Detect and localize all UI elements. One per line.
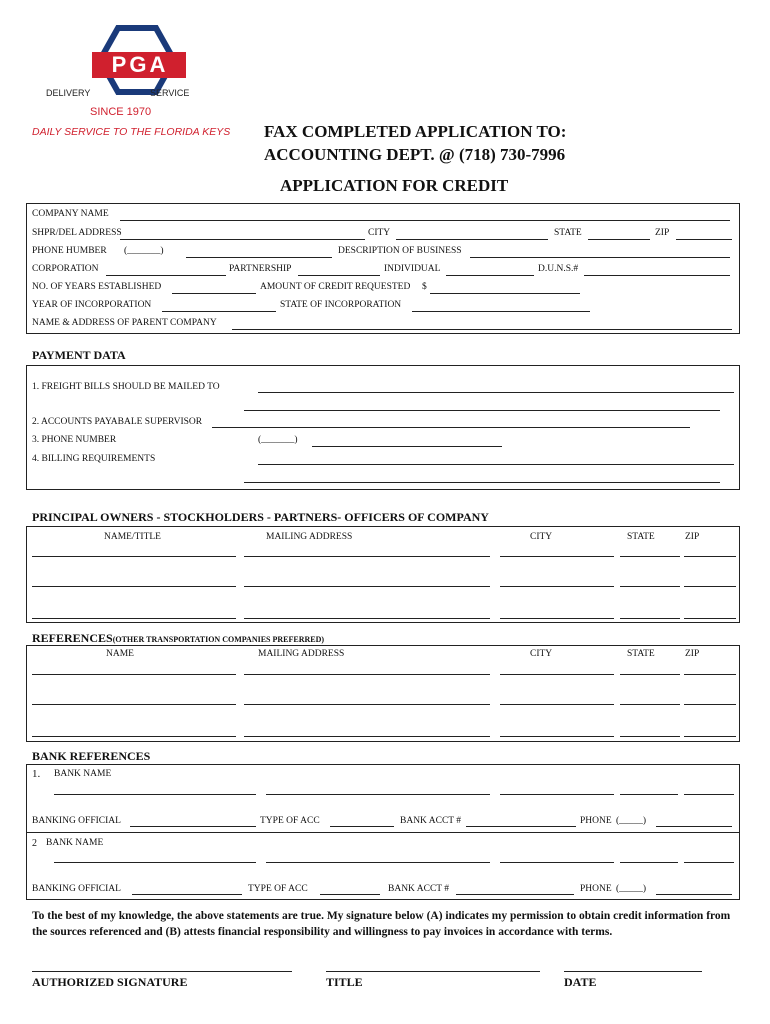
reference-row-2-zip-field[interactable] bbox=[684, 704, 736, 705]
owner-row-3-state-field[interactable] bbox=[620, 618, 680, 619]
reference-row-1-state-field[interactable] bbox=[620, 674, 680, 675]
bank-2-acct-label: BANK ACCT # bbox=[388, 884, 450, 894]
bank-2-type-label: TYPE OF ACC bbox=[248, 884, 308, 894]
reference-row-3-address-field[interactable] bbox=[244, 736, 490, 737]
description-label: DESCRIPTION OF BUSINESS bbox=[338, 246, 462, 256]
reference-row-2-name-field[interactable] bbox=[32, 704, 236, 705]
company-logo bbox=[40, 20, 220, 120]
zip-field[interactable] bbox=[676, 239, 732, 240]
bank-1-official-label: BANKING OFFICIAL bbox=[32, 816, 121, 826]
payment-phone-field[interactable] bbox=[312, 446, 502, 447]
owner-row-2-address-field[interactable] bbox=[244, 586, 490, 587]
billing-requirements-label: 4. BILLING REQUIREMENTS bbox=[32, 454, 156, 464]
bank-2-official-field[interactable] bbox=[132, 894, 242, 895]
shpr-address-label: SHPR/DEL ADDRESS bbox=[32, 228, 122, 238]
phone-area-code[interactable]: (_______) bbox=[124, 246, 164, 256]
ap-supervisor-label: 2. ACCOUNTS PAYABALE SUPERVISOR bbox=[32, 417, 203, 427]
bank-1-acct-field[interactable] bbox=[466, 826, 576, 827]
payment-phone-label: 3. PHONE NUMBER bbox=[32, 435, 117, 445]
references-col-zip: ZIP bbox=[685, 649, 700, 659]
owner-row-2-city-field[interactable] bbox=[500, 586, 614, 587]
credit-requested-field[interactable] bbox=[430, 293, 580, 294]
city-field[interactable] bbox=[396, 239, 548, 240]
credit-requested-label: AMOUNT OF CREDIT REQUESTED bbox=[260, 282, 411, 292]
authorized-signature-label: AUTHORIZED SIGNATURE bbox=[32, 975, 188, 989]
bank-1-official-field[interactable] bbox=[130, 826, 256, 827]
freight-bills-field-1[interactable] bbox=[258, 392, 734, 393]
individual-label: INDIVIDUAL bbox=[384, 264, 441, 274]
bank-1-name-field[interactable] bbox=[54, 794, 256, 795]
logo-delivery-text: DELIVERY bbox=[46, 88, 91, 98]
company-info-box bbox=[26, 203, 740, 334]
authorized-signature-field[interactable] bbox=[32, 971, 292, 972]
fax-line-1: FAX COMPLETED APPLICATION TO: bbox=[264, 122, 567, 141]
owner-row-3-city-field[interactable] bbox=[500, 618, 614, 619]
partnership-label: PARTNERSHIP bbox=[229, 264, 292, 274]
owner-row-2-zip-field[interactable] bbox=[684, 586, 736, 587]
reference-row-2-state-field[interactable] bbox=[620, 704, 680, 705]
corporation-field[interactable] bbox=[106, 275, 226, 276]
title-signature-field[interactable] bbox=[326, 971, 540, 972]
payment-phone-area-code[interactable]: (_______) bbox=[258, 435, 298, 445]
parent-company-label: NAME & ADDRESS OF PARENT COMPANY bbox=[32, 318, 217, 328]
bank-1-phone-field[interactable] bbox=[656, 826, 732, 827]
shpr-address-field[interactable] bbox=[120, 239, 365, 240]
year-incorporation-field[interactable] bbox=[162, 311, 276, 312]
bank-2-official-label: BANKING OFFICIAL bbox=[32, 884, 121, 894]
city-label: CITY bbox=[368, 228, 391, 238]
owners-col-state: STATE bbox=[627, 532, 655, 542]
description-field[interactable] bbox=[470, 257, 730, 258]
references-note: (OTHER TRANSPORTATION COMPANIES PREFERRED) bbox=[112, 635, 325, 644]
bank-2-address-field[interactable] bbox=[266, 862, 490, 863]
state-label: STATE bbox=[554, 228, 582, 238]
owner-row-2-state-field[interactable] bbox=[620, 586, 680, 587]
state-field[interactable] bbox=[588, 239, 650, 240]
reference-row-3-zip-field[interactable] bbox=[684, 736, 736, 737]
years-established-field[interactable] bbox=[172, 293, 256, 294]
corporation-label: CORPORATION bbox=[32, 264, 99, 274]
bank-2-zip-field[interactable] bbox=[684, 862, 734, 863]
duns-label: D.U.N.S.# bbox=[538, 264, 579, 274]
bank-1-phone-label: PHONE bbox=[580, 816, 612, 826]
date-signature-field[interactable] bbox=[564, 971, 702, 972]
bank-1-name-label: BANK NAME bbox=[54, 769, 112, 779]
parent-company-field[interactable] bbox=[232, 329, 732, 330]
reference-row-1-zip-field[interactable] bbox=[684, 674, 736, 675]
reference-row-1-address-field[interactable] bbox=[244, 674, 490, 675]
ap-supervisor-field[interactable] bbox=[212, 427, 690, 428]
references-col-address: MAILING ADDRESS bbox=[258, 649, 345, 659]
reference-row-2-city-field[interactable] bbox=[500, 704, 614, 705]
billing-requirements-field-2[interactable] bbox=[244, 482, 720, 483]
title-signature-label: TITLE bbox=[326, 975, 363, 989]
zip-label: ZIP bbox=[655, 228, 670, 238]
bank-1-state-field[interactable] bbox=[620, 794, 678, 795]
company-name-label: COMPANY NAME bbox=[32, 209, 109, 219]
individual-field[interactable] bbox=[446, 275, 534, 276]
year-incorporation-label: YEAR OF INCORPORATION bbox=[32, 300, 152, 310]
bank-1-type-label: TYPE OF ACC bbox=[260, 816, 320, 826]
bank-2-number: 2 bbox=[32, 838, 37, 849]
freight-bills-label: 1. FREIGHT BILLS SHOULD BE MAILED TO bbox=[32, 382, 220, 392]
owners-col-zip: ZIP bbox=[685, 532, 700, 542]
partnership-field[interactable] bbox=[298, 275, 380, 276]
bank-divider bbox=[26, 832, 740, 833]
owner-row-2-name-field[interactable] bbox=[32, 586, 236, 587]
bank-1-phone-area-code[interactable]: (_____) bbox=[616, 816, 647, 826]
bank-2-name-label: BANK NAME bbox=[46, 838, 104, 848]
bank-2-acct-field[interactable] bbox=[456, 894, 574, 895]
state-incorporation-field[interactable] bbox=[412, 311, 590, 312]
owner-row-1-name-field[interactable] bbox=[32, 556, 236, 557]
logo-since: SINCE 1970 bbox=[90, 106, 152, 118]
references-box bbox=[26, 645, 740, 742]
phone-label: PHONE HUMBER bbox=[32, 246, 107, 256]
owner-row-1-zip-field[interactable] bbox=[684, 556, 736, 557]
logo-service-text: SERVICE bbox=[150, 88, 190, 98]
fax-line-2: ACCOUNTING DEPT. @ (718) 730-7996 bbox=[264, 145, 566, 164]
bank-1-number: 1. bbox=[32, 768, 41, 780]
bank-2-phone-area-code[interactable]: (_____) bbox=[616, 884, 647, 894]
reference-row-3-name-field[interactable] bbox=[32, 736, 236, 737]
references-heading-text: REFERENCES bbox=[32, 631, 113, 645]
reference-row-2-address-field[interactable] bbox=[244, 704, 490, 705]
logo-brand: PGA bbox=[111, 52, 169, 77]
owner-row-1-city-field[interactable] bbox=[500, 556, 614, 557]
bank-2-phone-label: PHONE bbox=[580, 884, 612, 894]
logo-tagline: DAILY SERVICE TO THE FLORIDA KEYS bbox=[32, 126, 231, 138]
owners-col-city: CITY bbox=[530, 532, 553, 542]
owner-row-3-address-field[interactable] bbox=[244, 618, 490, 619]
bank-1-acct-label: BANK ACCT # bbox=[400, 816, 462, 826]
phone-field[interactable] bbox=[186, 257, 332, 258]
owner-row-3-zip-field[interactable] bbox=[684, 618, 736, 619]
bank-2-phone-field[interactable] bbox=[656, 894, 732, 895]
bank-2-state-field[interactable] bbox=[620, 862, 678, 863]
freight-bills-field-2[interactable] bbox=[244, 410, 720, 411]
form-title: APPLICATION FOR CREDIT bbox=[280, 176, 509, 195]
owner-row-1-state-field[interactable] bbox=[620, 556, 680, 557]
bank-1-city-field[interactable] bbox=[500, 794, 614, 795]
reference-row-1-name-field[interactable] bbox=[32, 674, 236, 675]
bank-2-type-field[interactable] bbox=[320, 894, 380, 895]
bank-1-type-field[interactable] bbox=[330, 826, 394, 827]
bank-1-address-field[interactable] bbox=[266, 794, 490, 795]
references-col-state: STATE bbox=[627, 649, 655, 659]
years-established-label: NO. OF YEARS ESTABLISHED bbox=[32, 282, 162, 292]
bank-2-name-field[interactable] bbox=[54, 862, 256, 863]
references-heading bbox=[32, 631, 324, 646]
attestation-statement: To the best of my knowledge, the above statements are true. My signature below (A) indicates my permission to obtain credit information from the sources referenced and (B) attests financial responsibility and willingness to pay invoices in accordance with terms. bbox=[32, 910, 731, 938]
owners-col-address: MAILING ADDRESS bbox=[266, 532, 353, 542]
state-incorporation-label: STATE OF INCORPORATION bbox=[280, 300, 402, 310]
references-col-city: CITY bbox=[530, 649, 553, 659]
bank-2-city-field[interactable] bbox=[500, 862, 614, 863]
reference-row-3-state-field[interactable] bbox=[620, 736, 680, 737]
owner-row-3-name-field[interactable] bbox=[32, 618, 236, 619]
reference-row-1-city-field[interactable] bbox=[500, 674, 614, 675]
billing-requirements-field-1[interactable] bbox=[258, 464, 734, 465]
bank-1-zip-field[interactable] bbox=[684, 794, 734, 795]
duns-field[interactable] bbox=[584, 275, 730, 276]
date-signature-label: DATE bbox=[564, 975, 597, 989]
payment-heading: PAYMENT DATA bbox=[32, 348, 126, 362]
reference-row-3-city-field[interactable] bbox=[500, 736, 614, 737]
owners-col-name: NAME/TITLE bbox=[104, 532, 161, 542]
dollar-sign: $ bbox=[422, 282, 427, 292]
bank-heading: BANK REFERENCES bbox=[32, 749, 151, 763]
owner-row-1-address-field[interactable] bbox=[244, 556, 490, 557]
references-col-name: NAME bbox=[106, 649, 134, 659]
company-name-field[interactable] bbox=[120, 220, 730, 221]
owners-heading: PRINCIPAL OWNERS - STOCKHOLDERS - PARTNERS- OFFICERS OF COMPANY bbox=[32, 510, 489, 524]
